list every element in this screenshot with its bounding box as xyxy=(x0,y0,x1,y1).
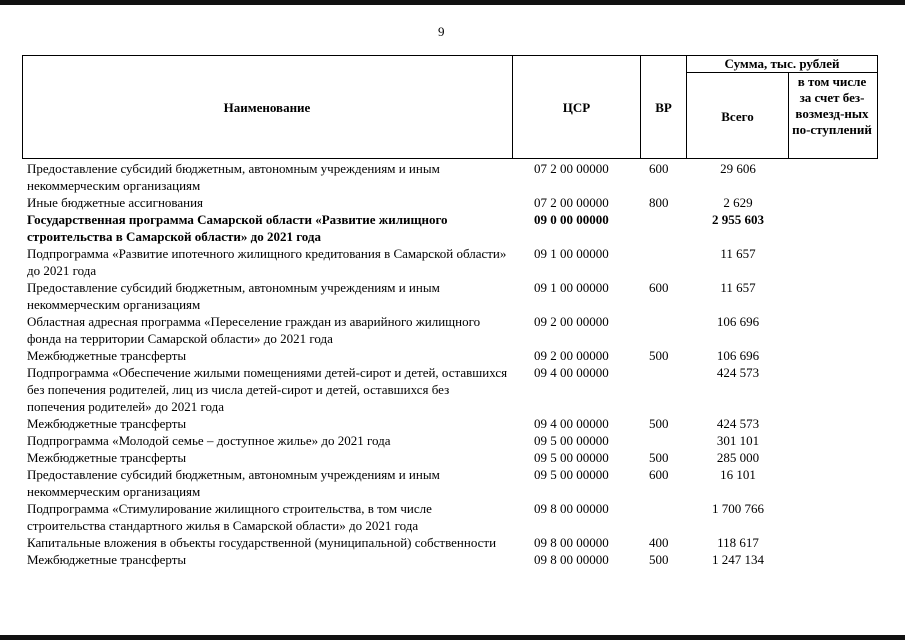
header-total: Всего xyxy=(721,109,754,124)
header-name: Наименование xyxy=(223,100,311,115)
scan-bottom-edge xyxy=(0,635,905,640)
row-name: Предоставление субсидий бюджетным, автономным учреждениям и иным некоммерческим организациям xyxy=(27,467,440,499)
row-name: Межбюджетные трансферты xyxy=(27,450,187,465)
row-total: 11 657 xyxy=(720,246,756,261)
row-csr: 09 0 00 00000 xyxy=(534,212,609,227)
row-name: Государственная программа Самарской области «Развитие жилищного строительства в Самарской области» до 2021 года xyxy=(27,212,448,244)
row-name: Подпрограмма «Стимулирование жилищного строительства, в том числе строительства стандартного жилья в Самарской области» до 2021 года xyxy=(27,501,432,533)
row-name: Предоставление субсидий бюджетным, автономным учреждениям и иным некоммерческим организациям xyxy=(27,280,440,312)
row-csr: 09 5 00 00000 xyxy=(534,450,609,465)
table-row xyxy=(22,160,878,194)
row-vr: 500 xyxy=(649,348,669,363)
table-row xyxy=(22,364,878,415)
row-csr: 09 5 00 00000 xyxy=(534,467,609,482)
table-row xyxy=(22,500,878,534)
row-name: Иные бюджетные ассигнования xyxy=(27,195,204,210)
row-vr: 600 xyxy=(649,280,669,295)
row-name: Межбюджетные трансферты xyxy=(27,348,187,363)
row-csr: 07 2 00 00000 xyxy=(534,195,609,210)
row-csr: 09 1 00 00000 xyxy=(534,280,609,295)
row-csr: 09 8 00 00000 xyxy=(534,552,609,567)
sum-group-divider xyxy=(686,72,878,73)
row-vr: 600 xyxy=(649,161,669,176)
header-sum-group: Сумма, тыс. рублей xyxy=(724,56,840,71)
table-row xyxy=(22,313,878,347)
row-total: 11 657 xyxy=(720,280,756,295)
row-total: 16 101 xyxy=(720,467,756,482)
row-vr: 500 xyxy=(649,450,669,465)
row-csr: 09 8 00 00000 xyxy=(534,501,609,516)
scan-top-edge xyxy=(0,0,905,5)
row-total: 1 247 134 xyxy=(712,552,764,567)
row-csr: 09 8 00 00000 xyxy=(534,535,609,550)
row-name: Подпрограмма «Молодой семье – доступное жилье» до 2021 года xyxy=(27,433,391,448)
row-total: 118 617 xyxy=(717,535,759,550)
table-row xyxy=(22,279,878,313)
row-name: Капитальные вложения в объекты государственной (муниципальной) собственности xyxy=(27,535,497,550)
row-total: 2 955 603 xyxy=(712,212,764,227)
row-total: 424 573 xyxy=(716,416,760,431)
row-csr: 09 1 00 00000 xyxy=(534,246,609,261)
header-vr: ВР xyxy=(655,100,672,115)
table-row xyxy=(22,347,878,364)
row-name: Предоставление субсидий бюджетным, автономным учреждениям и иным некоммерческим организациям xyxy=(27,161,440,193)
row-csr: 09 2 00 00000 xyxy=(534,348,609,363)
row-total: 106 696 xyxy=(716,314,760,329)
table-row xyxy=(22,245,878,279)
table-row xyxy=(22,211,878,245)
table-body xyxy=(22,160,878,568)
row-total: 424 573 xyxy=(716,365,760,380)
row-name: Областная адресная программа «Переселение граждан из аварийного жилищного фонда на территории Самарской области» до 2021 года xyxy=(27,314,481,346)
row-name: Межбюджетные трансферты xyxy=(27,416,187,431)
row-total: 301 101 xyxy=(716,433,760,448)
table-row xyxy=(22,432,878,449)
row-vr: 800 xyxy=(649,195,669,210)
total-gratuitous-divider xyxy=(788,72,789,159)
table-row xyxy=(22,466,878,500)
table-row xyxy=(22,194,878,211)
row-name: Подпрограмма «Развитие ипотечного жилищного кредитования в Самарской области» до 2021 года xyxy=(27,246,507,278)
row-csr: 07 2 00 00000 xyxy=(534,161,609,176)
header-right-border xyxy=(877,55,878,159)
table-row xyxy=(22,551,878,568)
row-name: Межбюджетные трансферты xyxy=(27,552,187,567)
header-bottom-border xyxy=(22,158,878,159)
header-csr: ЦСР xyxy=(562,100,591,115)
row-total: 2 629 xyxy=(723,195,753,210)
row-csr: 09 5 00 00000 xyxy=(534,433,609,448)
row-vr: 500 xyxy=(649,552,669,567)
table-header xyxy=(22,55,878,159)
row-vr: 500 xyxy=(649,416,669,431)
header-gratuitous: в том числе за счет без-возмезд-ных по-ступлений xyxy=(792,74,872,137)
row-name: Подпрограмма «Обеспечение жилыми помещениями детей-сирот и детей, оставшихся без попечения родителей, лиц из числа детей-сирот и детей, оставшихся без попечения родителей» до 2021 года xyxy=(27,365,508,414)
row-total: 1 700 766 xyxy=(712,501,764,516)
row-vr: 400 xyxy=(649,535,669,550)
row-csr: 09 2 00 00000 xyxy=(534,314,609,329)
row-csr: 09 4 00 00000 xyxy=(534,416,609,431)
row-csr: 09 4 00 00000 xyxy=(534,365,609,380)
row-vr: 600 xyxy=(649,467,669,482)
row-total: 29 606 xyxy=(720,161,756,176)
row-total: 285 000 xyxy=(716,450,760,465)
table-row xyxy=(22,415,878,432)
table-row xyxy=(22,449,878,466)
row-total: 106 696 xyxy=(716,348,760,363)
page-number: 9 xyxy=(438,24,445,39)
table-row xyxy=(22,534,878,551)
